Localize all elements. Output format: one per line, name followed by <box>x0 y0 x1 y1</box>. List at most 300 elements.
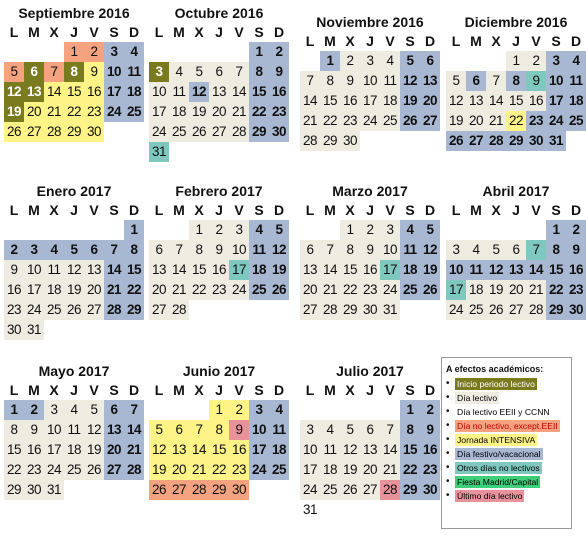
day-cell: 28 <box>104 300 124 320</box>
bullet-icon: • <box>446 420 450 431</box>
empty-cell <box>104 220 124 240</box>
day-cell: 28 <box>229 122 249 142</box>
day-cell: 7 <box>229 62 249 82</box>
day-cell: 20 <box>360 460 380 480</box>
empty-cell <box>446 51 466 71</box>
day-cell: 6 <box>104 400 124 420</box>
day-cell: 11 <box>400 240 420 260</box>
day-cell: 13 <box>24 82 44 102</box>
month-7 <box>446 182 586 320</box>
weekday-header: X <box>345 382 355 398</box>
day-cell: 12 <box>446 91 466 111</box>
day-cell: 12 <box>400 71 420 91</box>
weekday-header: J <box>70 382 78 398</box>
day-cell: 6 <box>169 420 189 440</box>
weekday-header: S <box>551 33 561 49</box>
day-cell: 25 <box>566 111 586 131</box>
day-cell: 14 <box>104 260 124 280</box>
day-cell: 3 <box>360 51 380 71</box>
month-title: Abril 2017 <box>482 183 550 199</box>
day-cell: 2 <box>24 400 44 420</box>
month-title: Noviembre 2016 <box>316 14 424 30</box>
empty-cell <box>340 400 360 420</box>
day-cell: 23 <box>4 300 24 320</box>
weekday-header: X <box>194 202 204 218</box>
day-cell: 30 <box>526 131 546 151</box>
weekday-header: V <box>89 382 99 398</box>
day-cell: 13 <box>360 440 380 460</box>
day-cell: 12 <box>420 240 440 260</box>
weekday-header: M <box>470 33 482 49</box>
day-cell: 9 <box>360 240 380 260</box>
legend-title: A efectos académicos: <box>446 364 544 374</box>
day-cell: 15 <box>189 260 209 280</box>
day-cell: 16 <box>420 440 440 460</box>
day-cell: 5 <box>340 420 360 440</box>
day-cell: 1 <box>64 42 84 62</box>
day-cell: 17 <box>446 280 466 300</box>
day-cell: 8 <box>400 420 420 440</box>
day-cell: 14 <box>44 82 64 102</box>
day-cell: 13 <box>209 82 229 102</box>
month-grid <box>4 380 144 500</box>
empty-cell <box>229 42 249 62</box>
weekday-header: L <box>451 202 461 218</box>
day-cell: 1 <box>546 220 566 240</box>
day-cell: 26 <box>400 111 420 131</box>
day-cell: 20 <box>169 460 189 480</box>
day-cell: 11 <box>249 240 269 260</box>
empty-cell <box>466 51 486 71</box>
empty-cell <box>169 42 189 62</box>
day-cell: 9 <box>24 420 44 440</box>
month-title: Mayo 2017 <box>38 363 110 379</box>
legend-label: Otros días no lectivos <box>457 462 540 473</box>
legend-item <box>446 391 567 404</box>
day-cell: 16 <box>360 260 380 280</box>
day-cell: 24 <box>104 102 124 122</box>
day-cell: 26 <box>486 300 506 320</box>
day-cell: 30 <box>269 122 289 142</box>
day-cell: 11 <box>269 420 289 440</box>
bullet-icon: • <box>446 434 450 445</box>
day-cell: 1 <box>189 220 209 240</box>
day-cell: 1 <box>320 51 340 71</box>
day-cell: 22 <box>4 460 24 480</box>
day-cell: 6 <box>506 240 526 260</box>
empty-cell <box>189 42 209 62</box>
day-cell: 5 <box>4 62 24 82</box>
day-cell: 29 <box>320 131 340 151</box>
day-cell: 25 <box>64 460 84 480</box>
empty-cell <box>4 220 24 240</box>
day-cell: 26 <box>4 122 24 142</box>
day-cell: 19 <box>4 102 24 122</box>
day-cell: 12 <box>64 260 84 280</box>
legend <box>441 357 572 529</box>
day-cell: 28 <box>486 131 506 151</box>
empty-cell <box>24 220 44 240</box>
empty-cell <box>169 400 189 420</box>
bullet-icon: • <box>446 490 450 501</box>
day-cell: 29 <box>400 480 420 500</box>
day-cell: 17 <box>546 91 566 111</box>
day-cell: 30 <box>24 480 44 500</box>
day-cell: 23 <box>209 280 229 300</box>
day-cell: 21 <box>300 111 320 131</box>
weekday-header: S <box>109 202 119 218</box>
day-cell: 8 <box>546 240 566 260</box>
month-grid <box>446 31 586 151</box>
day-cell: 12 <box>84 420 104 440</box>
day-cell: 1 <box>340 220 360 240</box>
day-cell: 17 <box>149 102 169 122</box>
day-cell: 21 <box>380 460 400 480</box>
day-cell: 2 <box>526 51 546 71</box>
day-cell: 27 <box>149 300 169 320</box>
day-cell: 10 <box>44 420 64 440</box>
month-8 <box>4 362 144 500</box>
day-cell: 26 <box>149 480 169 500</box>
month-0 <box>4 4 144 142</box>
day-cell: 12 <box>269 240 289 260</box>
day-cell: 7 <box>526 240 546 260</box>
day-cell: 12 <box>189 82 209 102</box>
weekday-header: L <box>154 202 164 218</box>
month-grid <box>149 380 289 500</box>
day-cell: 9 <box>209 240 229 260</box>
day-cell: 23 <box>84 102 104 122</box>
day-cell: 16 <box>209 260 229 280</box>
day-cell: 14 <box>229 82 249 102</box>
day-cell: 21 <box>320 280 340 300</box>
day-cell: 18 <box>249 260 269 280</box>
day-cell: 21 <box>124 440 144 460</box>
month-title: Enero 2017 <box>36 183 112 199</box>
weekday-header: D <box>128 202 140 218</box>
day-cell: 7 <box>189 420 209 440</box>
day-cell: 8 <box>64 62 84 82</box>
weekday-header: L <box>305 202 315 218</box>
weekday-header: M <box>324 202 336 218</box>
day-cell: 22 <box>209 460 229 480</box>
weekday-header: M <box>28 382 40 398</box>
weekday-header: L <box>305 382 315 398</box>
day-cell: 14 <box>320 260 340 280</box>
day-cell: 2 <box>4 240 24 260</box>
day-cell: 4 <box>64 400 84 420</box>
day-cell: 10 <box>104 62 124 82</box>
day-cell: 27 <box>24 122 44 142</box>
weekday-header: V <box>531 33 541 49</box>
day-cell: 18 <box>566 91 586 111</box>
day-cell: 29 <box>124 300 144 320</box>
day-cell: 21 <box>486 111 506 131</box>
day-cell: 27 <box>169 480 189 500</box>
day-cell: 20 <box>104 440 124 460</box>
day-cell: 19 <box>189 102 209 122</box>
day-cell: 15 <box>124 260 144 280</box>
day-cell: 5 <box>84 400 104 420</box>
day-cell: 7 <box>169 240 189 260</box>
day-cell: 3 <box>380 220 400 240</box>
day-cell: 15 <box>249 82 269 102</box>
day-cell: 15 <box>64 82 84 102</box>
day-cell: 3 <box>24 240 44 260</box>
empty-cell <box>189 400 209 420</box>
day-cell: 23 <box>526 111 546 131</box>
month-1 <box>149 4 289 162</box>
day-cell: 30 <box>4 320 24 340</box>
day-cell: 22 <box>124 280 144 300</box>
day-cell: 4 <box>169 62 189 82</box>
weekday-header: S <box>254 382 264 398</box>
day-cell: 19 <box>446 111 466 131</box>
weekday-header: V <box>234 202 244 218</box>
day-cell: 12 <box>486 260 506 280</box>
weekday-header: D <box>128 382 140 398</box>
legend-label: Último día lectivo <box>457 490 523 501</box>
empty-cell <box>44 42 64 62</box>
day-cell: 14 <box>300 91 320 111</box>
day-cell: 7 <box>320 240 340 260</box>
day-cell: 9 <box>340 71 360 91</box>
day-cell: 26 <box>64 300 84 320</box>
weekday-header: J <box>366 33 374 49</box>
legend-item <box>446 475 567 488</box>
day-cell: 22 <box>340 280 360 300</box>
day-cell: 1 <box>249 42 269 62</box>
day-cell: 3 <box>229 220 249 240</box>
legend-label: Día no lectivo, except.EEII <box>457 420 558 431</box>
day-cell: 16 <box>229 440 249 460</box>
day-cell: 9 <box>269 62 289 82</box>
day-cell: 13 <box>149 260 169 280</box>
legend-items <box>446 377 567 502</box>
day-cell: 24 <box>300 480 320 500</box>
day-cell: 3 <box>546 51 566 71</box>
day-cell: 31 <box>24 320 44 340</box>
day-cell: 6 <box>24 62 44 82</box>
day-cell: 24 <box>44 460 64 480</box>
day-cell: 6 <box>149 240 169 260</box>
legend-item <box>446 405 567 418</box>
empty-cell <box>44 220 64 240</box>
day-cell: 22 <box>320 111 340 131</box>
day-cell: 13 <box>104 420 124 440</box>
day-cell: 24 <box>446 300 466 320</box>
month-2 <box>300 13 440 151</box>
day-cell: 30 <box>420 480 440 500</box>
day-cell: 19 <box>400 91 420 111</box>
weekday-header: D <box>424 33 436 49</box>
day-cell: 11 <box>320 440 340 460</box>
day-cell: 7 <box>104 240 124 260</box>
day-cell: 7 <box>300 71 320 91</box>
bullet-icon: • <box>446 476 450 487</box>
day-cell: 30 <box>360 300 380 320</box>
weekday-header: S <box>254 202 264 218</box>
bullet-icon: • <box>446 378 450 389</box>
day-cell: 5 <box>189 62 209 82</box>
day-cell: 11 <box>466 260 486 280</box>
weekday-header: M <box>324 33 336 49</box>
weekday-header: X <box>491 202 501 218</box>
day-cell: 27 <box>300 300 320 320</box>
weekday-header: V <box>89 24 99 40</box>
day-cell: 18 <box>169 102 189 122</box>
empty-cell <box>360 400 380 420</box>
day-cell: 4 <box>269 400 289 420</box>
day-cell: 1 <box>4 400 24 420</box>
day-cell: 8 <box>124 240 144 260</box>
month-grid <box>300 380 440 520</box>
month-title: Marzo 2017 <box>332 183 408 199</box>
weekday-header: V <box>385 202 395 218</box>
weekday-header: L <box>451 33 461 49</box>
day-cell: 10 <box>149 82 169 102</box>
day-cell: 22 <box>249 102 269 122</box>
day-cell: 2 <box>566 220 586 240</box>
weekday-header: D <box>424 382 436 398</box>
day-cell: 28 <box>380 480 400 500</box>
day-cell: 29 <box>4 480 24 500</box>
day-cell: 9 <box>566 240 586 260</box>
empty-cell <box>24 42 44 62</box>
weekday-header: V <box>234 24 244 40</box>
weekday-header: S <box>405 33 415 49</box>
weekday-header: J <box>70 202 78 218</box>
day-cell: 26 <box>269 280 289 300</box>
day-cell: 18 <box>44 280 64 300</box>
month-grid <box>300 200 440 320</box>
day-cell: 10 <box>249 420 269 440</box>
day-cell: 11 <box>64 420 84 440</box>
day-cell: 11 <box>169 82 189 102</box>
weekday-header: S <box>254 24 264 40</box>
weekday-header: M <box>173 24 185 40</box>
empty-cell <box>300 220 320 240</box>
day-cell: 31 <box>44 480 64 500</box>
day-cell: 25 <box>249 280 269 300</box>
day-cell: 8 <box>340 240 360 260</box>
weekday-header: D <box>128 24 140 40</box>
day-cell: 11 <box>380 71 400 91</box>
day-cell: 25 <box>44 300 64 320</box>
day-cell: 22 <box>400 460 420 480</box>
empty-cell <box>446 220 466 240</box>
day-cell: 2 <box>84 42 104 62</box>
weekday-header: L <box>9 24 19 40</box>
weekday-header: L <box>9 202 19 218</box>
day-cell: 5 <box>64 240 84 260</box>
day-cell: 30 <box>340 131 360 151</box>
day-cell: 11 <box>44 260 64 280</box>
day-cell: 30 <box>229 480 249 500</box>
day-cell: 28 <box>169 300 189 320</box>
month-grid <box>149 22 289 162</box>
day-cell: 14 <box>380 440 400 460</box>
day-cell: 17 <box>249 440 269 460</box>
day-cell: 23 <box>229 460 249 480</box>
day-cell: 30 <box>84 122 104 142</box>
day-cell: 31 <box>380 300 400 320</box>
day-cell: 4 <box>400 220 420 240</box>
day-cell: 4 <box>124 42 144 62</box>
empty-cell <box>300 400 320 420</box>
month-title: Julio 2017 <box>336 363 404 379</box>
day-cell: 2 <box>269 42 289 62</box>
month-title: Diciembre 2016 <box>464 14 568 30</box>
legend-label: Día lectivo <box>457 392 498 403</box>
month-grid <box>4 200 144 340</box>
day-cell: 3 <box>446 240 466 260</box>
day-cell: 13 <box>300 260 320 280</box>
day-cell: 17 <box>24 280 44 300</box>
day-cell: 23 <box>269 102 289 122</box>
day-cell: 7 <box>486 71 506 91</box>
day-cell: 10 <box>446 260 466 280</box>
day-cell: 9 <box>84 62 104 82</box>
legend-item <box>446 461 567 474</box>
day-cell: 27 <box>466 131 486 151</box>
day-cell: 17 <box>229 260 249 280</box>
day-cell: 20 <box>466 111 486 131</box>
day-cell: 16 <box>24 440 44 460</box>
weekday-header: X <box>194 24 204 40</box>
day-cell: 14 <box>169 260 189 280</box>
legend-label: Fiesta Madrid/Capital <box>457 476 539 487</box>
day-cell: 22 <box>64 102 84 122</box>
month-grid <box>149 200 289 320</box>
day-cell: 11 <box>124 62 144 82</box>
day-cell: 27 <box>420 111 440 131</box>
month-6 <box>300 182 440 320</box>
weekday-header: X <box>345 33 355 49</box>
legend-item <box>446 489 567 502</box>
day-cell: 5 <box>149 420 169 440</box>
empty-cell <box>300 51 320 71</box>
day-cell: 3 <box>104 42 124 62</box>
day-cell: 27 <box>360 480 380 500</box>
empty-cell <box>380 400 400 420</box>
weekday-header: J <box>70 24 78 40</box>
empty-cell <box>4 42 24 62</box>
empty-cell <box>209 42 229 62</box>
empty-cell <box>84 220 104 240</box>
day-cell: 15 <box>400 440 420 460</box>
empty-cell <box>149 42 169 62</box>
day-cell: 27 <box>104 460 124 480</box>
day-cell: 17 <box>380 260 400 280</box>
day-cell: 6 <box>300 240 320 260</box>
day-cell: 1 <box>209 400 229 420</box>
day-cell: 12 <box>4 82 24 102</box>
day-cell: 20 <box>149 280 169 300</box>
day-cell: 20 <box>300 280 320 300</box>
empty-cell <box>149 220 169 240</box>
day-cell: 6 <box>360 420 380 440</box>
day-cell: 30 <box>566 300 586 320</box>
month-grid <box>446 200 586 320</box>
day-cell: 4 <box>466 240 486 260</box>
weekday-header: X <box>491 33 501 49</box>
day-cell: 15 <box>546 260 566 280</box>
month-3 <box>446 13 586 151</box>
weekday-header: M <box>173 202 185 218</box>
day-cell: 3 <box>300 420 320 440</box>
day-cell: 4 <box>44 240 64 260</box>
